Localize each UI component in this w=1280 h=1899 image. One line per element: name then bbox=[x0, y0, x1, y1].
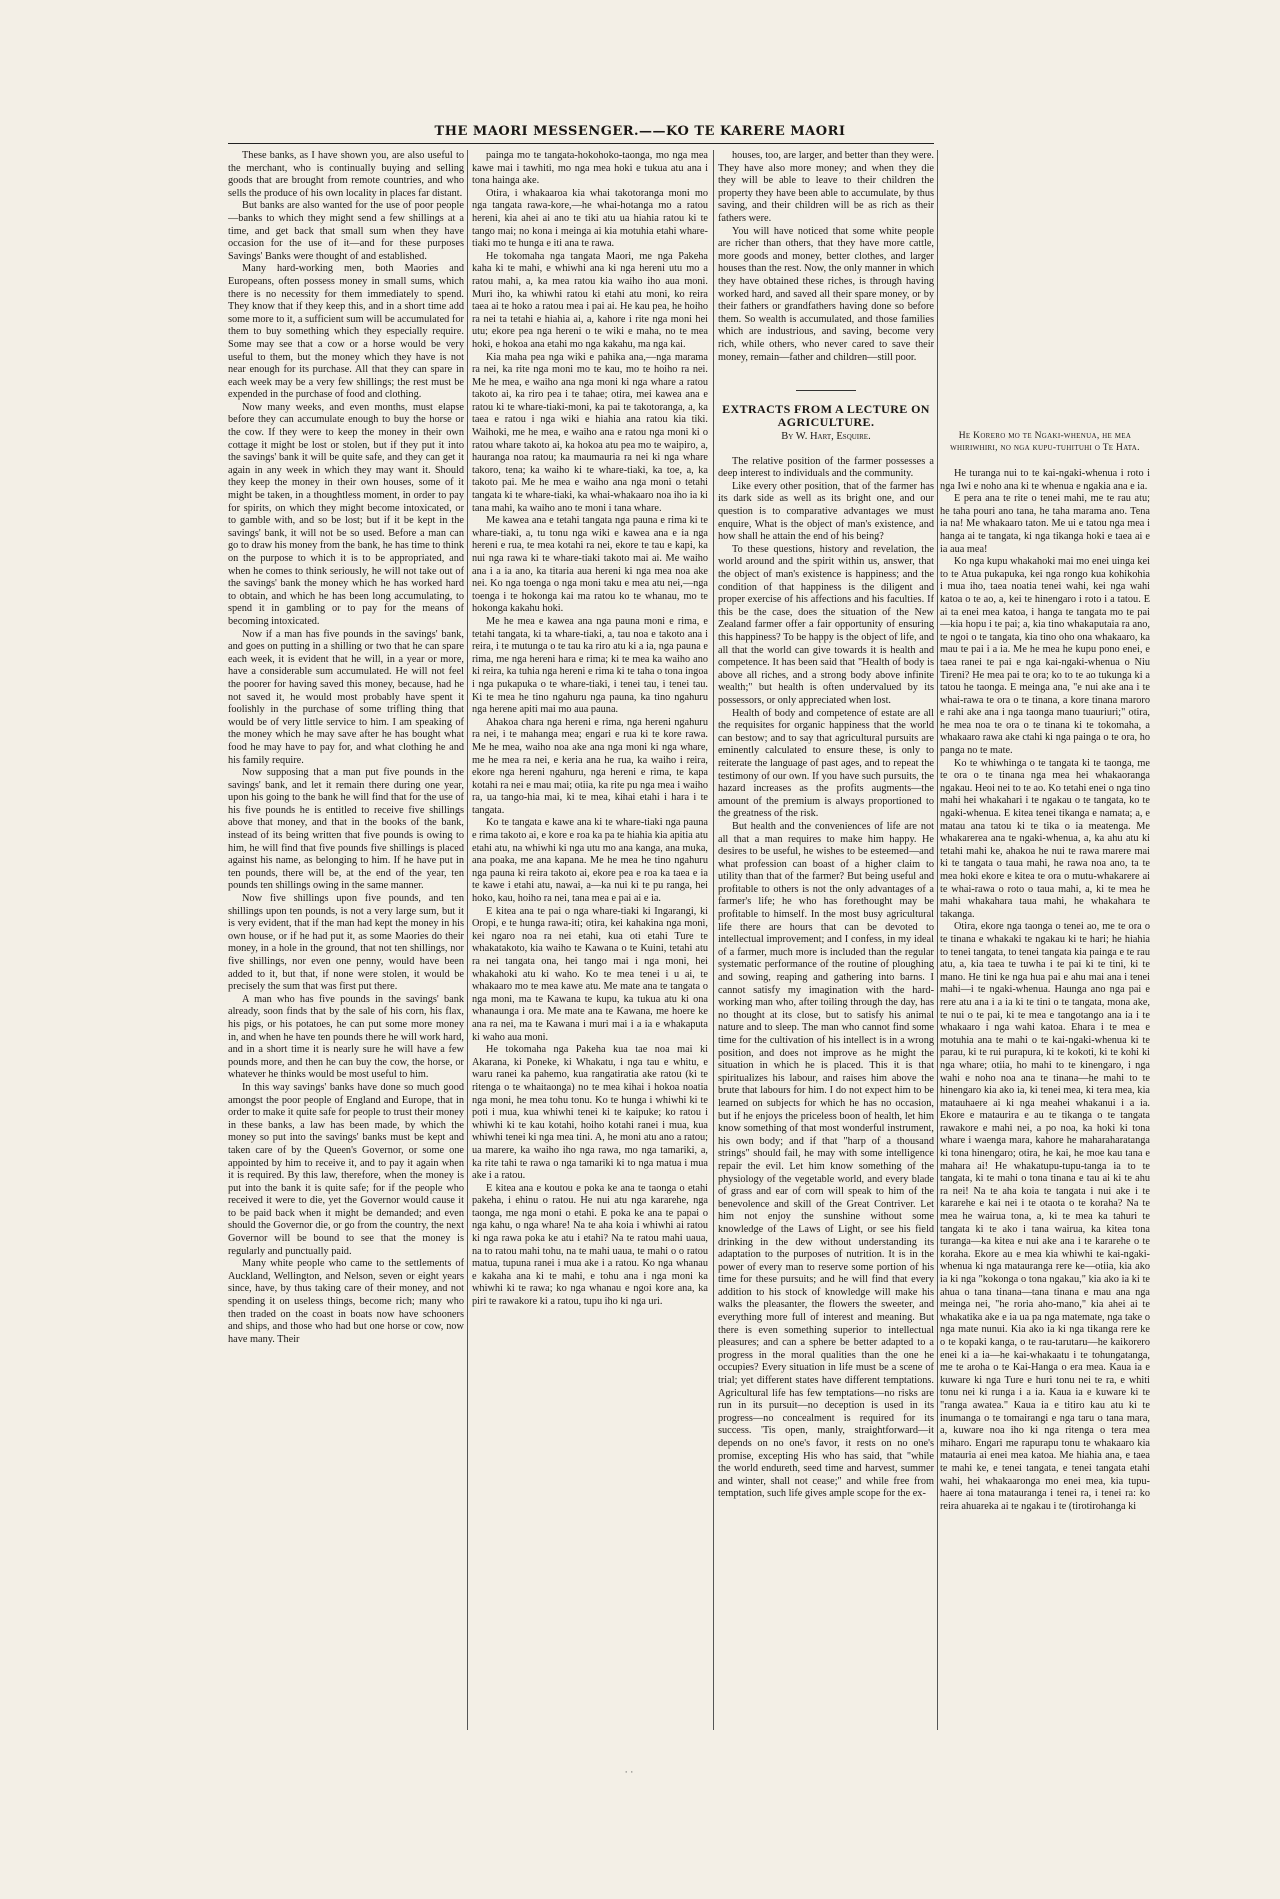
paragraph: Ahakoa chara nga hereni e rima, nga hereni ngahuru ra nei, i te mahanga mea; engari e rua ki te kore rawa. Me he mea, waiho noa ake ana nga moni ki nga whare, me he mea ra nei, e keria ana he rua, ka waiho i reira, ekore nga hereni ngahuru, nga hereni e rima, te kapa kotahi ra nei e mau mai; otiia, ka rite pu nga mea i waiho ra, ua tango-hia mai, ki te mea, kihai etahi i hara i te tangata. bbox=[472, 716, 708, 816]
paragraph: E kitea ana te pai o nga whare-tiaki ki Ingarangi, ki Oropi, e te hunga rawa-iti; otira, kei kahakina nga moni, kei ngaro noa ra nei etahi, kua oti etahi Ture te whakatakoto, kia waiho te Kawana o te Kuini, tetahi atu ra nei tangata ona, hei tango mai i nga moni, hei whakahoki atu ki waho. Ko te mea tenei i u ai, te whakaaro mo te mea kawe atu. Me mate ana te tangata o nga moni, ma te Kawana te kupu, ka tukua atu ki ona whanaunga i ora. Me mate ana te Kawana, me hoere ke ana ra nei, ma te Kawana i muri mai i a ia e whakaputa ki waho aua moni. bbox=[472, 905, 708, 1043]
paragraph: The relative position of the farmer possesses a deep interest to individuals and the community. bbox=[718, 455, 934, 480]
paragraph: Now if a man has five pounds in the savings' bank, and goes on putting in a shilling or two that he can spare each week, it is evident that he will, in a year or more, have a considerable sum accumulated. He will not feel the poorer for having saved this money, because, had he not saved it, he would most probably have spent it foolishly in the purchase of some trifling thing that would be of very little service to him. I am speaking of the money which he may save after he has bought what food he may have to pay for, and what clothing he and his family require. bbox=[228, 628, 464, 766]
column-rule bbox=[467, 150, 468, 1730]
paragraph: Like every other position, that of the farmer has its dark side as well as its bright one, and our question is to comparative advantages we must enquire, What is the object of man's existence, and how shall he attain the end of his being? bbox=[718, 480, 934, 543]
paragraph: Health of body and competence of estate are all the requisites for organic happiness that the world can bestow; and to say that agricultural pursuits are eminently calculated to ensure these, is only to reiterate the language of past ages, and to repeat the testimony of our own. If you have such pursuits, the hazard increases as the profits augments—the amount of the premium is always proportioned to the greatness of the risk. bbox=[718, 707, 934, 820]
column-maori-agriculture bbox=[940, 430, 1150, 1730]
header-rule bbox=[228, 143, 934, 144]
paragraph: Now supposing that a man put five pounds in the savings' bank, and let it remain there during one year, upon his going to the bank he will find that for the use of his five pounds he is entitled to receive five shillings above that money, and that in the books of the bank, instead of its being written that five pounds is owing to him, he will find that five pounds five shillings is placed against his name, as belonging to him. If he have put in ten pounds, there will be, at the end of the year, ten pounds ten shillings owing in the same manner. bbox=[228, 767, 464, 892]
paragraph: These banks, as I have shown you, are also useful to the merchant, who is continually buying and selling goods that are brought from remote countries, and who sells the produce of his own locality in places far distant. bbox=[228, 150, 464, 199]
paragraph: E pera ana te rite o tenei mahi, me te rau atu; he taha pouri ano tana, he taha marama ano. Tena ia na! Me whakaaro taton. Me ui e tatou nga mea i hanga ai te tangata, ki nga tikanga hoki e taea ai e ia aua mea! bbox=[940, 493, 1150, 555]
section-divider bbox=[796, 390, 856, 391]
paragraph: To these questions, history and revelation, the world around and the spirit within us, answer, that the object of man's existence is happiness; and the condition of that happiness is the diligent and proper exercise of his affections and his faculties. If this be the case, does the situation of the New Zealand farmer offer a fair opportunity of ensuring this happiness? To be happy is the object of life, and all that the world can give towards it is health and competence. It has been said that "Health of body is above all riches, and a strong body above infinite wealth;" but health is often undervalued by its possessors, or only appreciated when lost. bbox=[718, 543, 934, 706]
paragraph: He tokomaha nga tangata Maori, me nga Pakeha kaha ki te mahi, e whiwhi ana ki nga hereni utu mo a ratou mahi, a, ka mea ratou kia waiho iho aua moni. Muri iho, ka whiwhi ratou ki etahi atu moni, ko reira taea ai te hoko a ratou mea i pai ai. He kau pea, he hoiho ra nei ta tetahi e hiahia ai, a, kahore i rite nga moni hei utu; ekore pea nga hereni o te wiki e maha, no te mea hoki, e hokoa ana etahi mo nga kakahu, ma nga kai. bbox=[472, 250, 708, 350]
column-english-savings-banks bbox=[228, 150, 464, 1730]
paragraph: Now five shillings upon five pounds, and ten shillings upon ten pounds, is not a very large sum, but it is very evident, that if the man had kept the money in his own house, or if he had put it, as some Maories do their money, in a hole in the ground, that not ten shillings, nor five shillings, nor even one penny, would have been added to it, but that, if none were stolen, it would be precisely the sum that was first put there. bbox=[228, 893, 464, 993]
column-maori-savings-banks bbox=[472, 150, 708, 1725]
running-head: THE MAORI MESSENGER.——KO TE KARERE MAORI bbox=[434, 124, 846, 139]
paragraph: Ko nga kupu whakahoki mai mo enei uinga kei to te Atua pukapuka, kei nga rongo kua kohikohia i mua iho, taea noatia tenei wahi, kei nga wahi katoa o te ao, a, kei te hinengaro i roto i a tatou. E ai ta enei mea katoa, i hanga te tangata mo te pai—kia hopu i te pai; a, kia tino whakaputaia ra ano, te ngoi o te tangata, kia tino oho ona whakaaro, ka mau te pai i a ia. Me he mea he kupu pono enei, e taea ranei te pai e nga kai-ngaki-whenua o Niu Tireni? He mea pai te ora; ko to te ao tukunga ki a tatou he taonga. E meinga ana, "e nui ake ana i te whai-rawa te ora o te tinana, a kore tinana maroro e rahi ake ana i nga taonga mano tuauriuri;" otira, he mea noa te ora o te tinana ki te tokomaha, a whakaaro rawa ake ctahi ki nga painga o te ora, ho panga no te mate. bbox=[940, 556, 1150, 757]
lecture-title: EXTRACTS FROM A LECTURE ON AGRICULTURE. bbox=[722, 402, 930, 430]
paragraph: But banks are also wanted for the use of poor people—banks to which they might send a few shillings at a time, and get back that small sum when they have occasion for the use of it—and for these purposes Savings' Banks were thought of and established. bbox=[228, 200, 464, 262]
paragraph: Ko te tangata e kawe ana ki te whare-tiaki nga pauna e rima takoto ai, e kore e roa ka pa te hiahia kia apitia atu etahi atu, na whiwhi ki nga utu mo ana kanga, ana muka, ana poaka, me ana kapana. Me he mea he tino ngahuru nga pauna ki reira takoto ai, ekore pea e roa ka taea e ia te kawe i etahi atu, nawai, a—ka nui ki te pu ranga, hei hoko, kau, hoiho ra nei, tana mea e pai ai e ia. bbox=[472, 817, 708, 905]
maori-section-title: He Korero mo te Ngaki-whenua, he mea whiriwhiri, no nga kupu-tuhituhi o Te Hata. bbox=[950, 431, 1140, 453]
paragraph: houses, too, are larger, and better than they were. They have also more money; and when they die they will be able to leave to their children the property they have been able to accumulate, by thus saving, and their children will be as rich as their fathers were. bbox=[718, 150, 934, 224]
paragraph: Ko te whiwhinga o te tangata ki te taonga, me te ora o te tinana nga mea hei whakaoranga ngakau. Heoi nei to te ao. Ko tetahi enei o nga tino mahi hei whakahari i te ngakau o te tangata, ko te ngaki-whenua. E kitea tenei tikanga e namata; a, e matau ana tatou ki te tika o ia meatenga. Me whakarerea ana te ngaki-whenua, a, ka ahu atu ki tetahi mahi ke, ahakoa he nui te rawa marere mai ki te tangata o taua mahi, he rawa noa ano, ta te mea hoki ekore e kitea te ora o mutu-whakarere ai te whai-rawa o roto o taua mahi, a, ki te mea he mahi whakahara taua mahi, he whakahara te takanga. bbox=[940, 757, 1150, 920]
paragraph: He turanga nui to te kai-ngaki-whenua i roto i nga Iwi e noho ana ki te whenua e ngakia ana e ia. bbox=[940, 468, 1150, 492]
column-rule bbox=[713, 150, 714, 1730]
paragraph: painga mo te tangata-hokohoko-taonga, mo nga mea kawe mai i tawhiti, mo nga mea hoki e tukua atu ana i tona hainga ake. bbox=[472, 150, 708, 187]
paragraph: You will have noticed that some white people are richer than others, that they have more cattle, more goods and money, better clothes, and larger houses than the rest. Now, the only manner in which they have obtained these riches, is through having worked hard, and saved all their spare money, or by their fathers or grandfathers having done so before them. So wealth is accumulated, and those families which are industrious, and saving, become very rich, while others, who never cared to save their money, remain—father and children—still poor. bbox=[718, 225, 934, 363]
printer-mark: · · bbox=[624, 1768, 634, 1778]
paragraph: In this way savings' banks have done so much good amongst the poor people of England and Europe, that in order to make it quite safe for people to trust their money in these banks, a law has been made, by which the money so put into the savings' banks must be kept and taken care of by the Queen's Governor, or some one appointed by him to receive it, and to pay it again when it is required. By this law, therefore, when the money is put into the bank it is quite safe; for if the people who received it were to die, yet the Governor would cause it to be paid back when it might be demanded; and even should the Governor die, or go from the country, the next Governor will be bound to see that the money is regularly and punctually paid. bbox=[228, 1081, 464, 1257]
paragraph: Me kawea ana e tetahi tangata nga pauna e rima ki te whare-tiaki, a, tu tonu nga wiki e kawea ana e ia nga hereni e rua, te mea kotahi ra nei, ekore te tau e kapi, ka nui nga rawa ki te whare-tiaki takoto mai ai. Me waiho ana i a ia ano, ka titaria aua hereni ki nga mea noa ake nei. Ko nga toenga o nga moni taku e mea atu nei,—nga toenga i te hokonga kai ma ratou ko te whanau, mo te hokonga kakahu hoki. bbox=[472, 515, 708, 615]
paragraph: Kia maha pea nga wiki e pahika ana,—nga marama ra nei, ka rite nga moni mo te kau, mo te hoiho ra nei. Me he mea, e waiho ana nga moni ki nga whare a ratou takoto ai, ka riro pea i te tahae; otira, mei kawea ana e ratou ki te whare-tiaki-moni, ka pai te takotoranga, a, ka taea e ratou i nga wiki e hiahia ana ratou kia tiki. Waihoki, me he mea, e waiho ana e ratou nga moni ki o ratou whare takoto ai, ka hokoa atu pea mo te waipiro, a, hauranga noa ratou; ka maumauria ra nei ki nga whare takoro, tena; ka waiho ki te whare-tiaki, ka toe, a, ka takoto pai. Me he mea e waiho ana nga moni o tetahi tangata ki te whare-tiaki, ka whai-whakaaro noa iho ia ki tana mahi, ka waiho ano te moni i tana whare. bbox=[472, 351, 708, 514]
paragraph: E kitea ana e koutou e poka ke ana te taonga o etahi pakeha, i ehinu o ratou. He nui atu nga kararehe, nga taonga, me nga moni o etahi. E poka ke ana te papai o nga kahu, o nga whare! Na te aha koia i whiwhi ai ratou ki nga rawa poka ke atu i etahi? Na te ratou mahi uaua, na to ratou mahi tohu, na te mahi uaua, te mahi o o ratou matua, tupuna ranei i mua ake i a ratou. Ko nga whanau e kakaha ana ki te mahi, e tohu ana i nga moni ka whiwhi ki te rawa; ko nga whanau e ngoi kore ana, ka piri te rawakore ki a ratou, tupu iho ki nga uri. bbox=[472, 1182, 708, 1308]
column-english-agriculture bbox=[718, 150, 934, 1730]
paragraph: Me he mea e kawea ana nga pauna moni e rima, e tetahi tangata, ki ta whare-tiaki, a, tau noa e takoto ana i reira, i te mutunga o te tau ka riro atu ki a ia, nga pauna e rima, me nga hereni hara e rima; ki te mea ka waiho ano ki reira, ka tuhia nga hereni e rima ki te taha o tona ingoa i nga pukapuka o te whare-tiaki, i tenei tau, i tenei tau. Ki te mea he tino ngahuru nga pauna, ka tino ngahuru nga herene apiti mai mo aua pauna. bbox=[472, 615, 708, 716]
paragraph: Now many weeks, and even months, must elapse before they can accumulate enough to buy the horse or the cow. If they were to keep the money in their own cottage it might be lost or stolen, but if they put it into the savings' bank it will be quite safe, and they can get it again in any week in which they may want it. Should they keep the money in their own houses, some of it might be taken, in a thoughtless moment, in order to pay for spirits, on which they might become intoxicated, or to gamble with, and so be lost; but if it be kept in the savings' bank, it will not be so used. Before a man can go to draw his money from the bank, he has time to think on the purpose to which it is to be appropriated, and when he comes to think seriously, he will not take out of the savings' bank the money which he has worked hard to obtain, and which he has been long accumulating, to spend it in gambling or to pay for the means of becoming intoxicated. bbox=[228, 401, 464, 627]
paragraph: But health and the conveniences of life are not all that a man requires to make him happy. He desires to be useful, he wishes to be esteemed—and what profession can boast of a higher claim to utility than that of the farmer? But being useful and profitable to others is not the only advantages of a farmer's life; he who has forethought may be profitable to himself. In the most busy agricultural life there are hours that can be devoted to intellectual improvement; and I confess, in my ideal of a farmer, much more is included than the regular systematic performance of the routine of ploughing and sowing, reaping and gathering into barns. I cannot satisfy my imagination with the hard-working man who, after toiling through the day, has no thought at its close, but to satisfy his animal nature and to sleep. The man who cannot find some time for the cultivation of his intellect is in a wrong position, and does not improve as he might the situation in which he is placed. This it is that spiritualizes his labour, and raises him above the brute that labours for him. I do not expect him to be learned on subjects for which he has no occasion, but if he enjoys the priceless boon of health, let him know something of that most wonderful instrument, his own body; and if that "harp of a thousand strings" should fail, he may with some intelligence repair the evil. Let him know something of the physiology of the vegetable world, and every blade of grass and ear of corn will speak to him of the benevolence and skill of the Great Contriver. Let him not enjoy the sunshine without some knowledge of the Laws of Light, or see his field drinking in the dew without understanding its adaptation to the purposes of nutrition. It is in the power of every man to reserve some portion of his time for these pursuits; and he will find that every addition to his stock of knowledge will make his walks the pleasanter, the flowers the sweeter, and everything more full of interest and meaning. But there is even something superior to intellectual pleasures; and can a sphere be better adapted to a progress in the moral qualities than the one he occupies? Every situation in life must be a scene of trial; yet different states have different temptations. Agricultural life has few temptations—no risks are run in its pursuit—no deception is used in its progress—no concealment is required for its success. 'Tis open, manly, straightforward—it depends on no one's favor, it rests on no one's promise, excepting His who has said, that "while the world endureth, seed time and harvest, summer and winter, shall not cease;" and while free from temptation, such life gives ample scope for the ex- bbox=[718, 820, 934, 1500]
paragraph: Otira, i whakaaroa kia whai takotoranga moni mo nga tangata rawa-kore,—he whai-hotanga mo a ratou hereni, kia ahei ai ano te tiki atu ua hiahia ratou ki te tango mai; no kona i meinga ai kia motuhia etahi whare-tiaki mo te hunga e iti ana te rawa. bbox=[472, 187, 708, 250]
paragraph: A man who has five pounds in the savings' bank already, soon finds that by the sale of his corn, his flax, his pigs, or his potatoes, he can put some more money in, and when he have ten pounds there he will work hard, and in a short time it is nearly sure he will have a few pounds more, and then he can buy the cow, the horse, or whatever he thinks would be most useful to him. bbox=[228, 993, 464, 1081]
paragraph: Many hard-working men, both Maories and Europeans, often possess money in small sums, which there is no necessity for them immediately to spend. They know that if they keep this, and in a short time add some more to it, a sufficient sum will be accumulated for them to buy something which they especially require. Some may see that a cow or a horse would be very useful to them, but the money which they have is not near enough for its purchase. All that they can spare in each week may be a very few shillings; the rest must be expended in the purchase of food and clothing. bbox=[228, 263, 464, 401]
paragraph: Many white people who came to the settlements of Auckland, Wellington, and Nelson, seven or eight years since, have, by thus taking care of their money, and not spending it on useless things, become rich; many who then traded on the coast in boats now have schooners and ships, and those who had but one horse or cow, now have many. Their bbox=[228, 1258, 464, 1345]
paragraph: He tokomaha nga Pakeha kua tae noa mai ki Akarana, ki Poneke, ki Whakatu, i nga tau e whitu, e waru ranei ka pahemo, kua rangatiratia ake ratou (ki te ritenga o te whaitaonga) no te mea kihai i hokoa noatia nga moni, he mea tohu tonu. Ko te hunga i whiwhi ki te poti i mua, kua whiwhi tenei ki te kaipuke; ko ratou i whiwhi ki te kau kotahi, hoiho kotahi ranei i mua, kua whiwhi tenei ki nga mea tini. A, he moni atu ano a ratou; ua marere, ka waiho iho nga rawa, mo nga tamariki, a, ka rite tahi te rawa o nga tamariki ki to nga matua i mua ake i a ratou. bbox=[472, 1044, 708, 1182]
paragraph: Otira, ekore nga taonga o tenei ao, me te ora o te tinana e whakaki te ngakau ki te hari; he hiahia to tenei tangata, to tenei tangata kia painga e te rau atu, a, kia taea te tuwha i te pai ki te tini, ki te mano. He tini ke nga hua pai e ahu mai ana i tenei mahi—i te ngaki-whenua. Haunga ano nga pai e rere atu ana i a ia ki te tini o te tangata, mona ake, te nui o te pai, ki te mea e tangotango ana ia i te whakaaro i nga wahi katoa. Ehara i te mea e motuhia ana te mahi o te kai-ngaki-whenua ki te parau, ki te rui purapura, ki te kokoti, ki te kohi ki nga whare; otiia, ho mahi to te kinengaro, i nga wahi e noho noa ana te tinana—he mahi to te hinengaro kia ako ia, ki tenei mea, ki tera mea, kia matauhaere ai ki nga meahei whakanui i a ia. Ekore e mataurira e au te tikanga o te tangata rawakore e mahi nei, a po noa, ka hoki ki tona whare i waenga mara, kahore he maharaharatanga ki tona hinengaro; otira, he kai, he moe kau tana e mahara ai! He whakatupu-tupu-tanga ia to te tangata, ki te mahi o tona tinana e tau ai ki te ahu ra nei! Na te aha koia te tangata i nui ake i te kararehe e kai nei i te otaota o te koraha? Na te mea he wairua tona, a, ki te mea ka tahuri te tangata ki te ako i tana wairua, ka kitea tona turanga—ka kitea e nui ake ana i te kararehe o te koraha. Ekore au e mea kia whiwhi te kai-ngaki-whenua ki nga matauranga rere ke—otiia, kia ako ia ki nga "kokonga o tona ngakau," kia ako ia ki te ahua o tana tinana—tana tinana e mau ana nga meinga nei, "he roria aho-mano," kia ahei ai te whakatika ake e ia ua pa nga matemate, nga take o nga mate nunui. Kia ako ia ki nga tikanga rere ke o te kopaki kanga, o te rau-tarutaru—he kaikorero enei ki a ia—he kai-whakaatu i te tohungatanga, me te aroha o te Kai-Hanga o era mea. Kaua ia e kuware ki nga Ture e huri tonu nei te ra, e whiti tonu nei ki runga i a ia. Kaua ia e kuware ki te "ranga awatea." Kaua ia e titiro kau atu ki te inumanga o te tomairangi e nga taru o tana mara, a, kuware noa iho ki nga ritenga o tera mea miharo. Engari me rapurapu tonu te whakaaro kia matauria ai enei mea katoa. Me hiahia ana, e taea te mahi ke, e tenei tangata, e tenei tangata etahi wahi, hei whakaaronga mo enei mea, kia tupu-haere ai tona matauranga i tenei ra, i tenei ra: ko reira ahuareka ai te ngakau i te (tirotirohanga ki bbox=[940, 921, 1150, 1512]
column-rule bbox=[937, 150, 938, 1730]
lecture-byline: By W. Hart, Esquire. bbox=[781, 431, 871, 443]
